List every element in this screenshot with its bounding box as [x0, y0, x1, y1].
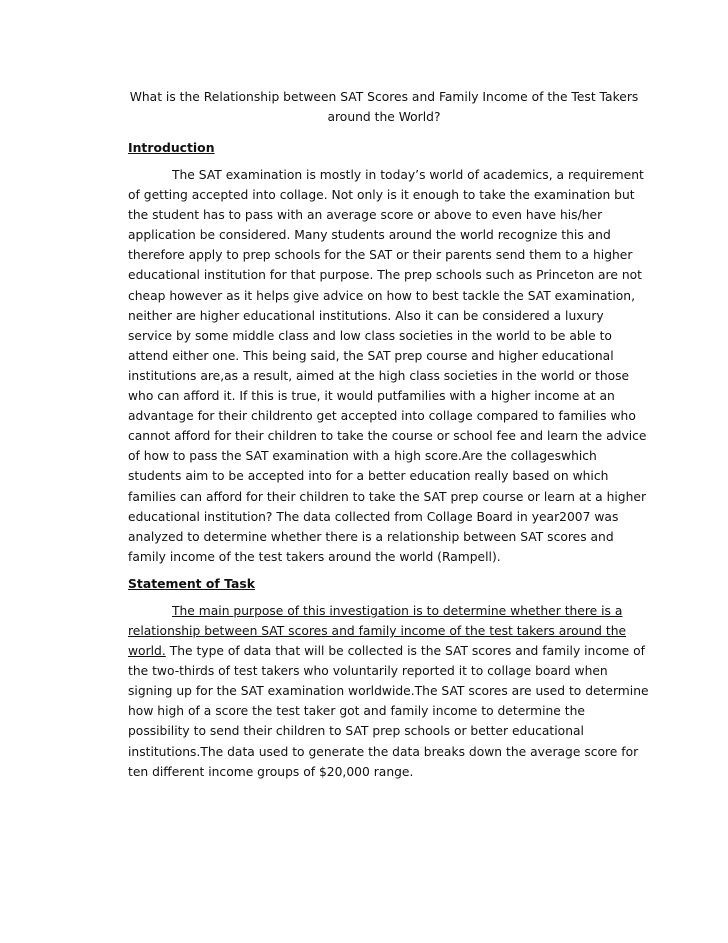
introduction-paragraph: The SAT examination is mostly in today’s world of academics, a requirement of getting accepted into collage. Not only is it enough to take the examination but the student has to pass with an average score or above to even have his/her application be considered. Many students around the world recognize this and therefore apply to prep schools for the SAT or their parents send them to a higher educational institution for that purpose. The prep schools such as Princeton are not cheap however as it helps give advice on how to best tackle the SAT examination, neither are higher educational institutions. Also it can be considered a luxury service by some middle class and low class societies in the world to be able to attend either one. This being said, the SAT prep course and higher educational institutions are,as a result, aimed at the high class societies in the world or those who can afford it. If this is true, it would putfamilies with a higher income at an advantage for their childrento get accepted into collage compared to families who cannot afford for their children to take the course or school fee and learn the advice of how to pass the SAT examination with a high score.Are the collageswhich students aim to be accepted into for a better education really based on which families can afford for their children to take the SAT prep course or learn at a higher educational institution? The data collected from Collage Board in year2007 was analyzed to determine whether there is a relationship between SAT scores and family income of the test takers around the world (Rampell). — [128, 168, 647, 564]
title-line-2: around the World? — [327, 110, 441, 124]
task-purpose-sentence: The main purpose of this investigation is to determine whether there is a relationship between SAT scores and family income of the test takers around the world. — [128, 603, 627, 659]
introduction-heading: Introduction — [128, 140, 215, 155]
introduction-section — [128, 138, 650, 567]
statement-of-task-heading: Statement of Task — [128, 575, 255, 591]
statement-of-task-paragraph — [128, 601, 650, 782]
document-title — [128, 87, 650, 127]
statement-of-task-section — [128, 574, 650, 782]
title-line-1: What is the Relationship between SAT Scores and Family Income of the Test Takers — [129, 90, 639, 104]
task-description-text: The type of data that will be collected is the SAT scores and family income of the two-thirds of test takers who voluntarily reported it to collage board when signing up for the SAT examination worldwide.The SAT scores are used to determine how high of a score the test taker got and family income to determine the possibility to send their children to SAT prep schools or better educational institutions.The data used to generate the data breaks down the average score for ten different income groups of $20,000 range. — [128, 644, 649, 779]
